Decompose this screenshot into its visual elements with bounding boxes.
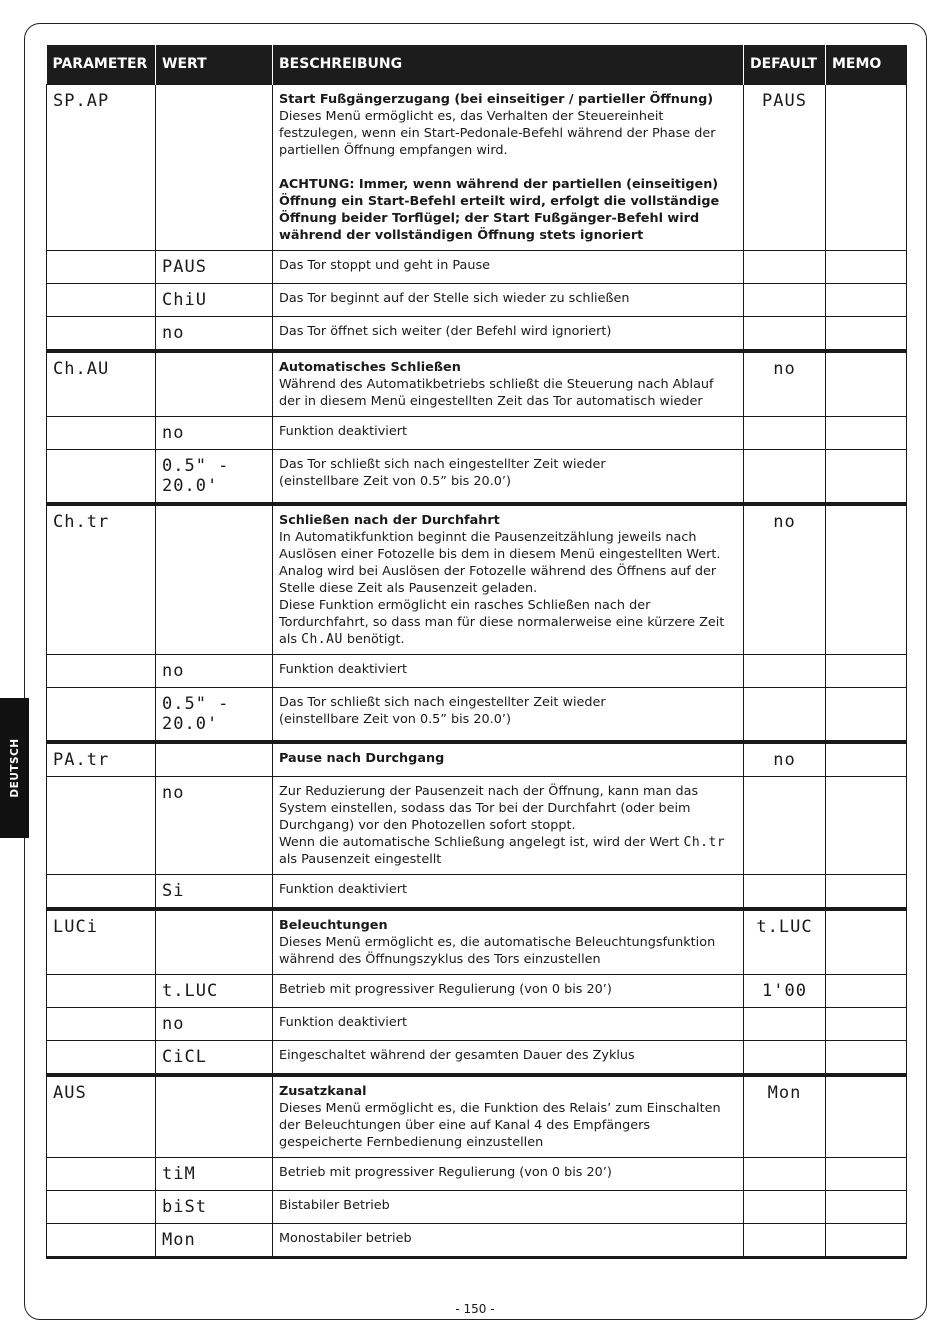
header-memo: MEMO — [826, 45, 907, 84]
header-wert: WERT — [156, 45, 273, 84]
inline-code: Ch.tr — [683, 834, 726, 850]
language-tab — [0, 698, 29, 838]
param-warning: ACHTUNG: Immer, wenn während der partiellen (einseitigen) Öffnung ein Start-Befehl erteilt wird, erfolgt die vollständige Öffnung beider Torflügel; der Start Fußgänger-Befehl wird während der vollständigen Öffnung stets ignoriert — [279, 176, 720, 243]
param-default: PAUS — [762, 90, 807, 111]
param-title: Schließen nach der Durchfahrt — [279, 512, 500, 528]
param-title: Automatisches Schließen — [279, 359, 461, 375]
value-description: Eingeschaltet während der gesamten Dauer des Zyklus — [279, 1047, 635, 1063]
param-description: Dieses Menü ermöglicht es, die automatische Beleuchtungsfunktion während des Öffnungszyklus des Tors einzustellen — [279, 934, 716, 967]
param-title: Zusatzkanal — [279, 1083, 367, 1099]
param-default: Mon — [767, 1082, 802, 1103]
param-description: In Automatikfunktion beginnt die Pausenzeitzählung jeweils nach Auslösen einer Fotozelle bis dem in diesem Menü eingestellten Wert. Analog wird bei Auslösen der Fotozelle während des Öffnens auf der Stelle diese Zeit als Pausenzeit geladen. — [279, 529, 721, 596]
param-default: t.LUC — [756, 916, 813, 937]
value-description: Das Tor beginnt auf der Stelle sich wieder zu schließen — [279, 290, 630, 306]
table-row — [47, 351, 907, 417]
value-code: t.LUC — [162, 980, 219, 1001]
value-description: Betrieb mit progressiver Regulierung (von 0 bis 20’) — [279, 981, 612, 997]
memo-cell — [826, 351, 907, 417]
param-title: Start Fußgängerzugang (bei einseitiger / partieller Öffnung) — [279, 91, 714, 107]
value-description: Das Tor schließt sich nach eingestellter Zeit wieder — [279, 456, 606, 472]
value-code: Si — [162, 880, 185, 901]
table-row — [47, 909, 907, 975]
value-description: Betrieb mit progressiver Regulierung (von 0 bis 20’) — [279, 1164, 612, 1180]
table-row — [47, 776, 907, 874]
param-description: Während des Automatikbetriebs schließt die Steuerung nach Ablauf der in diesem Menü eingestellten Zeit das Tor automatisch wieder — [279, 376, 714, 409]
value-description-end: als Pausenzeit eingestellt — [279, 851, 442, 867]
language-tab-label: DEUTSCH — [8, 738, 21, 798]
table-row — [47, 416, 907, 449]
value-description-extra: Wenn die automatische Schließung angelegt ist, wird der Wert Ch.tr — [279, 834, 726, 850]
table-row — [47, 316, 907, 351]
param-description: Dieses Menü ermöglicht es, die Funktion des Relais’ zum Einschalten der Beleuchtungen über eine auf Kanal 4 des Empfängers gespeicherte Fernbedienung einzustellen — [279, 1100, 721, 1150]
value-description: Funktion deaktiviert — [279, 661, 407, 677]
value-default: 1'00 — [762, 980, 807, 1001]
param-code: PA.tr — [53, 749, 110, 770]
value-description: Monostabiler betrieb — [279, 1230, 412, 1246]
param-description-extra: Diese Funktion ermöglicht ein rasches Schließen nach der Tordurchfahrt, so dass man für diese normalerweise eine kürzere Zeit als Ch.AU benötigt. — [279, 597, 725, 647]
value-description: Funktion deaktiviert — [279, 881, 407, 897]
table-row — [47, 874, 907, 909]
value-code: biSt — [162, 1196, 207, 1217]
param-default: no — [773, 749, 796, 770]
value-description: Das Tor schließt sich nach eingestellter Zeit wieder — [279, 694, 606, 710]
table-row — [47, 1040, 907, 1075]
table-row — [47, 1223, 907, 1257]
param-code: SP.AP — [53, 90, 110, 111]
value-code: no — [162, 660, 185, 681]
param-code: Ch.tr — [53, 511, 110, 532]
param-title: Beleuchtungen — [279, 917, 388, 933]
table-row — [47, 742, 907, 777]
value-code: no — [162, 1013, 185, 1034]
memo-cell — [826, 84, 907, 250]
param-code: AUS — [53, 1082, 87, 1103]
header-default: DEFAULT — [744, 45, 826, 84]
table-row — [47, 449, 907, 504]
value-description: Funktion deaktiviert — [279, 1014, 407, 1030]
value-code: no — [162, 782, 185, 803]
table-row — [47, 1075, 907, 1158]
value-description-range: (einstellbare Zeit von 0.5” bis 20.0’) — [279, 473, 511, 489]
value-description: Zur Reduzierung der Pausenzeit nach der Öffnung, kann man das System einstellen, sodass das Tor bei der Durchfahrt (oder beim Durchgang) vor den Photozellen sofort stoppt. — [279, 783, 699, 833]
value-code: 0.5" - 20.0' — [162, 455, 230, 496]
memo-cell — [826, 742, 907, 777]
table-row — [47, 250, 907, 283]
table-row — [47, 1007, 907, 1040]
table-row — [47, 654, 907, 687]
value-description: Bistabiler Betrieb — [279, 1197, 390, 1213]
value-code: CiCL — [162, 1046, 207, 1067]
parameter-table — [46, 45, 907, 1259]
value-code: 0.5" - 20.0' — [162, 693, 230, 734]
table-row — [47, 687, 907, 742]
value-description: Das Tor stoppt und geht in Pause — [279, 257, 491, 273]
memo-cell — [826, 909, 907, 975]
inline-code: Ch.AU — [301, 631, 343, 647]
table-row — [47, 974, 907, 1007]
table-row — [47, 283, 907, 316]
value-code: no — [162, 422, 185, 443]
table-row — [47, 84, 907, 250]
value-code: PAUS — [162, 256, 207, 277]
memo-cell — [826, 504, 907, 655]
page-number: - 150 - — [455, 1302, 495, 1316]
value-description-range: (einstellbare Zeit von 0.5” bis 20.0’) — [279, 711, 511, 727]
header-parameter: PARAMETER — [47, 45, 156, 84]
value-code: no — [162, 322, 185, 343]
param-title: Pause nach Durchgang — [279, 750, 445, 766]
param-code: Ch.AU — [53, 358, 110, 379]
header-beschreibung: BESCHREIBUNG — [273, 45, 744, 84]
table-row — [47, 1190, 907, 1223]
value-description: Funktion deaktiviert — [279, 423, 407, 439]
param-code: LUCi — [53, 916, 98, 937]
value-code: tiM — [162, 1163, 196, 1184]
param-default: no — [773, 511, 796, 532]
param-default: no — [773, 358, 796, 379]
table-row — [47, 504, 907, 655]
value-code: ChiU — [162, 289, 207, 310]
value-description: Das Tor öffnet sich weiter (der Befehl wird ignoriert) — [279, 323, 612, 339]
value-code: Mon — [162, 1229, 196, 1250]
memo-cell — [826, 1075, 907, 1158]
param-description: Dieses Menü ermöglicht es, das Verhalten der Steuereinheit festzulegen, wenn ein Start-Pedonale-Befehl während der Phase der partiellen Öffnung empfangen wird. — [279, 108, 716, 158]
table-row — [47, 1157, 907, 1190]
table-header-row — [47, 45, 907, 84]
